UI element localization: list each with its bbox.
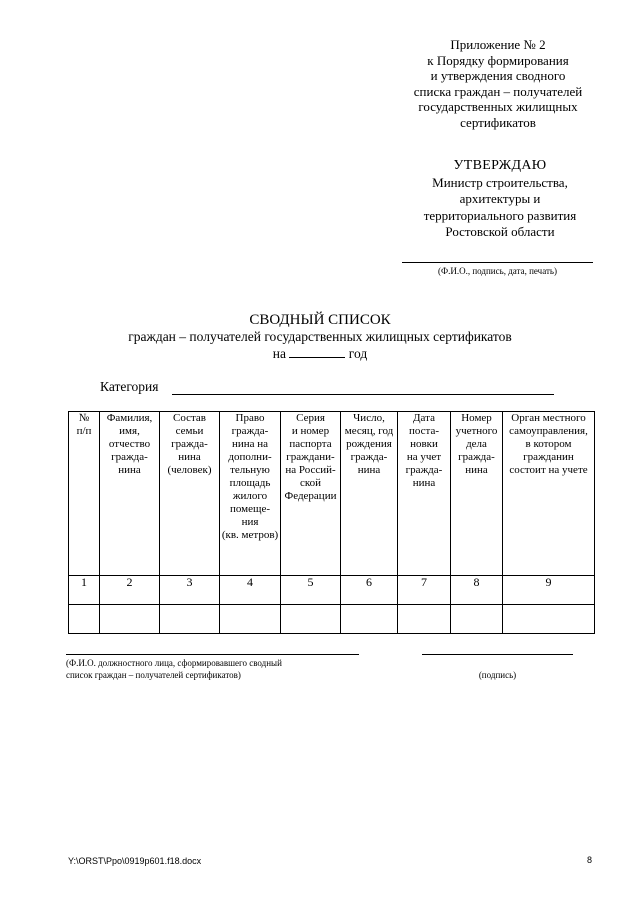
appendix-line: списка граждан – получателей bbox=[413, 83, 583, 99]
header-line: Орган местного bbox=[511, 412, 586, 424]
header-line: имя, bbox=[119, 425, 140, 437]
page-number: 8 bbox=[587, 855, 593, 865]
header-line: ния bbox=[241, 516, 259, 528]
column-number: 1 bbox=[69, 576, 100, 605]
header-line: Фамилия, bbox=[106, 412, 153, 424]
approval-line: Министр строительства, bbox=[432, 174, 568, 190]
appendix-line: Приложение № 2 bbox=[450, 37, 546, 52]
header-line: тельную bbox=[230, 464, 270, 476]
header-line: (кв. метров) bbox=[221, 529, 279, 541]
header-full-name bbox=[100, 412, 160, 576]
official-signature-line bbox=[422, 654, 573, 655]
header-line: нина на bbox=[231, 438, 269, 450]
table-number-row bbox=[69, 576, 595, 605]
approval-heading: УТВЕРЖДАЮ bbox=[453, 158, 547, 173]
header-line: месяц, год bbox=[344, 425, 394, 437]
table-cell[interactable] bbox=[220, 605, 281, 634]
table-cell[interactable] bbox=[69, 605, 100, 634]
recipients-table bbox=[68, 411, 595, 634]
header-line: помеще- bbox=[229, 503, 271, 515]
table-cell[interactable] bbox=[100, 605, 160, 634]
header-line: гражда- bbox=[458, 451, 495, 463]
official-caption-line: (Ф.И.О. должностного лица, сформировавшего сводный bbox=[66, 658, 282, 668]
header-line: ской bbox=[299, 477, 322, 489]
header-line: нина bbox=[178, 451, 201, 463]
header-line: и номер bbox=[291, 425, 330, 437]
table-cell[interactable] bbox=[281, 605, 341, 634]
approval-line: архитектуры и bbox=[459, 191, 541, 207]
header-line: жилого bbox=[232, 490, 268, 502]
header-line: новки bbox=[410, 438, 438, 450]
header-line: дополни- bbox=[228, 451, 272, 463]
official-name-line bbox=[66, 654, 359, 655]
document-title: СВОДНЫЙ СПИСОК bbox=[249, 312, 391, 328]
header-line: площадь bbox=[229, 477, 271, 489]
header-line: гражда- bbox=[171, 438, 208, 450]
header-line: отчество bbox=[108, 438, 151, 450]
column-number: 4 bbox=[220, 576, 281, 605]
header-line: гражда- bbox=[231, 425, 269, 437]
header-line: п/п bbox=[76, 425, 92, 437]
appendix-block bbox=[392, 37, 604, 131]
table-cell[interactable] bbox=[160, 605, 220, 634]
header-line: рождения bbox=[346, 438, 392, 450]
header-line: самоуправления, bbox=[509, 425, 588, 437]
category-label: Категория bbox=[100, 379, 159, 394]
table-header-row bbox=[69, 412, 595, 576]
official-name-caption bbox=[66, 657, 366, 681]
header-line: семьи bbox=[175, 425, 204, 437]
year-prefix: на bbox=[272, 346, 287, 361]
header-line: в котором bbox=[525, 438, 572, 450]
header-line: Серия bbox=[296, 412, 325, 424]
table-cell[interactable] bbox=[451, 605, 503, 634]
header-line: гражда- bbox=[111, 451, 148, 463]
column-number: 7 bbox=[398, 576, 451, 605]
column-number: 2 bbox=[100, 576, 160, 605]
header-line: состоит на учете bbox=[509, 464, 588, 476]
header-line: на Россий- bbox=[285, 464, 336, 476]
header-line: паспорта bbox=[289, 438, 332, 450]
column-number: 8 bbox=[451, 576, 503, 605]
table-cell[interactable] bbox=[398, 605, 451, 634]
table-cell[interactable] bbox=[503, 605, 595, 634]
header-passport bbox=[281, 412, 341, 576]
appendix-line: к Порядку формирования bbox=[427, 52, 569, 68]
category-blank-field bbox=[172, 394, 554, 395]
approval-signature-line bbox=[402, 262, 593, 263]
column-number: 9 bbox=[503, 576, 595, 605]
column-number: 6 bbox=[341, 576, 398, 605]
approval-line: Ростовской области bbox=[445, 224, 555, 240]
header-line: поста- bbox=[408, 425, 440, 437]
column-number: 3 bbox=[160, 576, 220, 605]
header-line: граждани- bbox=[286, 451, 335, 463]
header-line: Право bbox=[235, 412, 265, 424]
header-line: гражда- bbox=[405, 464, 443, 476]
header-line: на учет bbox=[406, 451, 442, 463]
document-title-block bbox=[20, 312, 620, 363]
file-path: Y:\ORST\Ppo\0919p601.f18.docx bbox=[68, 856, 202, 866]
header-line: № bbox=[78, 412, 90, 424]
header-line: нина bbox=[412, 477, 436, 489]
appendix-line: государственных жилищных bbox=[418, 99, 578, 115]
header-line: нина bbox=[465, 464, 488, 476]
header-family-size bbox=[160, 412, 220, 576]
header-line: Номер bbox=[461, 412, 492, 424]
year-blank-field bbox=[289, 345, 345, 358]
header-line: гражда- bbox=[350, 451, 388, 463]
table-cell[interactable] bbox=[341, 605, 398, 634]
header-municipal-body bbox=[503, 412, 595, 576]
header-registration-date bbox=[398, 412, 451, 576]
official-signature-caption: (подпись) bbox=[478, 670, 517, 680]
header-line: нина bbox=[357, 464, 381, 476]
header-number bbox=[69, 412, 100, 576]
year-line bbox=[20, 345, 620, 363]
document-subtitle: граждан – получателей государственных жилищных сертификатов bbox=[128, 329, 512, 344]
year-suffix: год bbox=[348, 346, 368, 361]
appendix-line: сертификатов bbox=[460, 114, 536, 130]
official-caption-line: список граждан – получателей сертификатов) bbox=[66, 670, 241, 680]
header-line: Федерации bbox=[284, 490, 337, 502]
approval-block bbox=[395, 158, 605, 241]
appendix-line: и утверждения сводного bbox=[430, 68, 566, 84]
approval-signature-caption: (Ф.И.О., подпись, дата, печать) bbox=[437, 266, 557, 276]
header-line: учетного bbox=[455, 425, 498, 437]
header-line: Число, bbox=[353, 412, 385, 424]
header-line: Дата bbox=[413, 412, 435, 424]
header-birth-date bbox=[341, 412, 398, 576]
header-line: дела bbox=[466, 438, 487, 450]
header-case-number bbox=[451, 412, 503, 576]
header-line: Состав bbox=[172, 412, 206, 424]
column-number: 5 bbox=[281, 576, 341, 605]
header-line: (человек) bbox=[167, 464, 212, 476]
header-additional-area bbox=[220, 412, 281, 576]
approval-line: территориального развития bbox=[423, 207, 577, 223]
header-line: нина bbox=[118, 464, 141, 476]
table-row bbox=[69, 605, 595, 634]
header-line: гражданин bbox=[523, 451, 574, 463]
